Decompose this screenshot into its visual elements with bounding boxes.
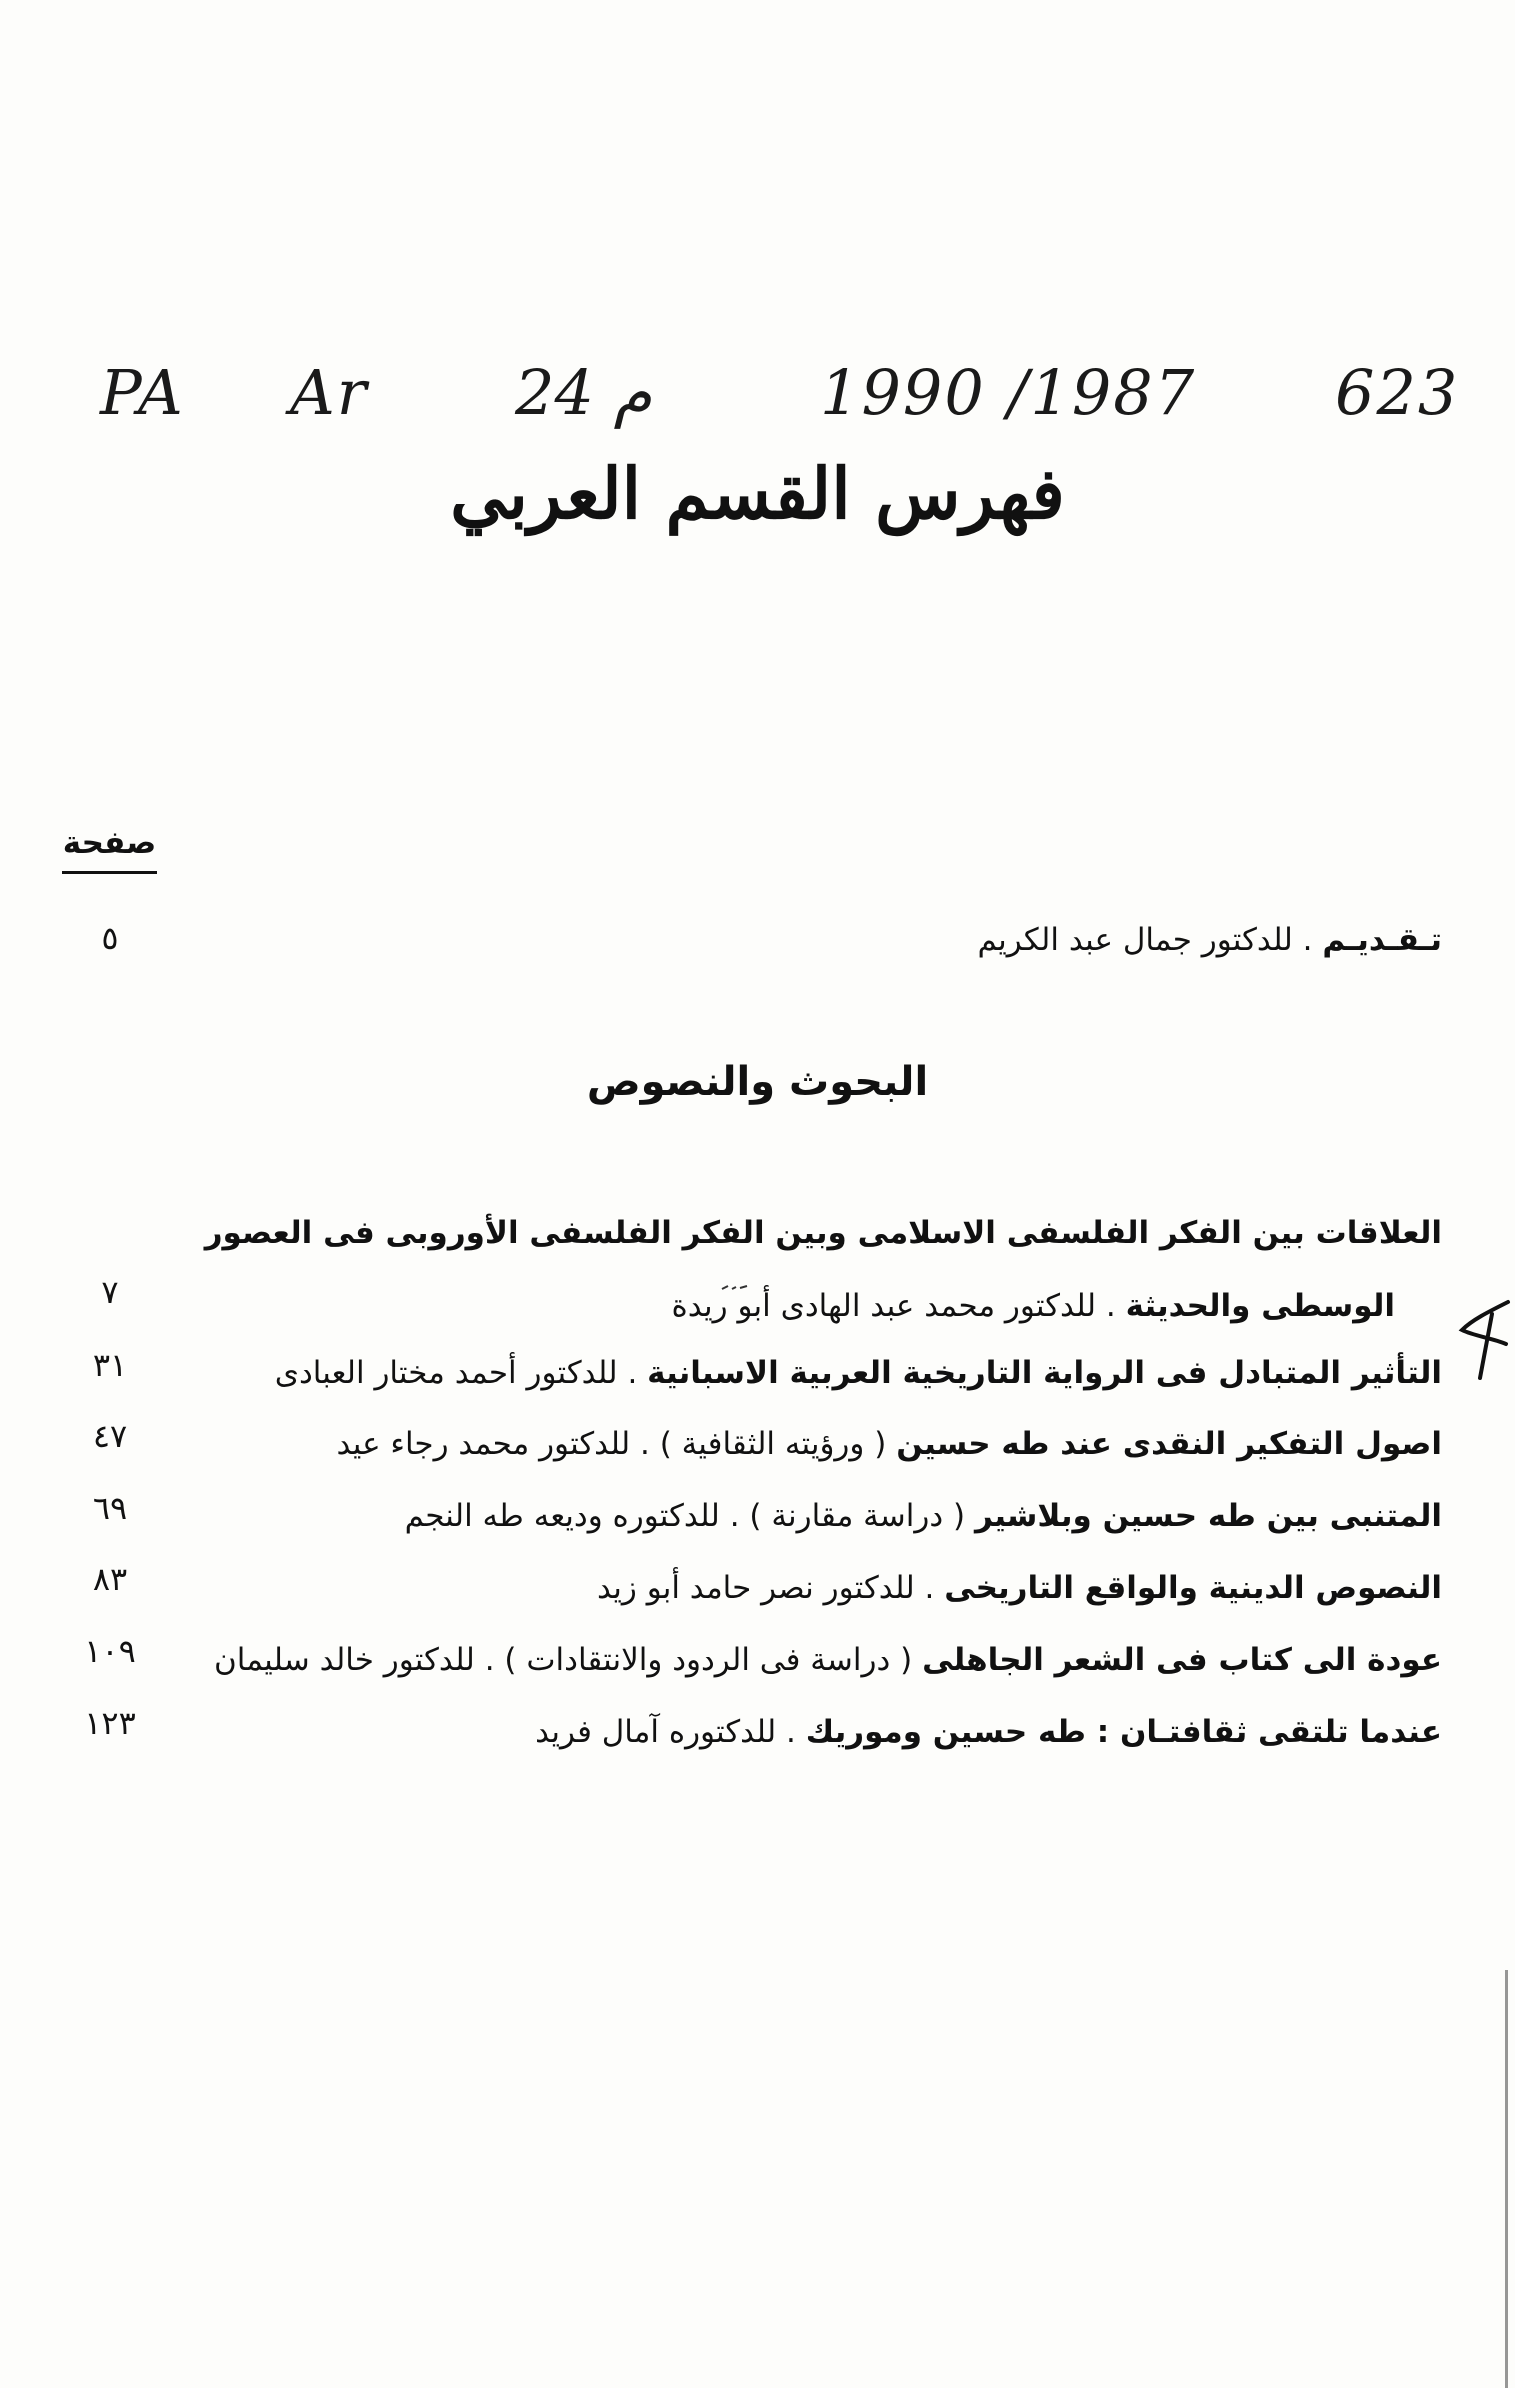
page-number: ٣١	[92, 1346, 128, 1384]
page-number: ٦٩	[92, 1489, 128, 1527]
section-heading: البحوث والنصوص	[586, 1059, 929, 1105]
toc-entry	[160, 1633, 1442, 1687]
toc-entry	[160, 1489, 1442, 1543]
handwritten-note-years: 1990 /1987	[820, 356, 1197, 429]
page-number: ٤٧	[92, 1417, 128, 1455]
entry-author: . للدكتور محمد عبد الهادى أبو ريدة	[671, 1288, 1116, 1324]
margin-mark-icon	[1458, 1290, 1513, 1390]
entry-author: . للدكتور جمال عبد الكريم	[977, 922, 1313, 958]
handwritten-note-number: 623	[1335, 356, 1460, 429]
toc-entry-preface	[160, 913, 1442, 967]
entry-author: . للدكتوره آمال فريد	[535, 1714, 796, 1750]
handwritten-note-ar: Ar	[290, 356, 369, 429]
entry-author: ( دراسة فى الردود والانتقادات ) . للدكتور خالد سليمان	[214, 1642, 913, 1678]
entry-title: الوسطى والحديثة	[1125, 1288, 1395, 1324]
toc-entry	[160, 1561, 1442, 1615]
page-title: فهرس القسم العربي	[450, 452, 1065, 535]
entry-title: المتنبى بين طه حسين وبلاشير	[974, 1498, 1442, 1534]
entry-author: ( ورؤيته الثقافية ) . للدكتور محمد رجاء عيد	[336, 1426, 887, 1462]
entry-title: تـقـديـم	[1322, 922, 1442, 958]
toc-entry-title-line	[160, 1206, 1442, 1260]
page-number: ٧	[101, 1273, 119, 1311]
handwritten-note-pa: PA	[100, 356, 185, 429]
handwritten-note-volume: 24 م	[515, 356, 652, 429]
entry-title: العلاقات بين الفكر الفلسفى الاسلامى وبين الفكر الفلسفى الأوروبى فى العصور	[204, 1215, 1442, 1251]
print-artifact-icon	[720, 1283, 750, 1293]
entry-title: النصوص الدينية والواقع التاريخى	[944, 1570, 1442, 1606]
page-number: ٥	[101, 919, 119, 957]
scan-edge-line	[1505, 1970, 1508, 2388]
entry-title: عندما تلتقى ثقافتـان : طه حسين وموريك	[805, 1714, 1442, 1750]
page-number: ٨٣	[92, 1560, 128, 1598]
toc-entry	[160, 1279, 1395, 1333]
page-column-header: صفحة	[62, 825, 157, 874]
entry-title: التأثير المتبادل فى الرواية التاريخية العربية الاسبانية	[647, 1355, 1442, 1391]
page-number: ١٢٣	[84, 1704, 136, 1742]
toc-entry	[160, 1346, 1442, 1400]
entry-title: اصول التفكير النقدى عند طه حسين	[896, 1426, 1442, 1462]
toc-entry	[160, 1417, 1442, 1471]
entry-author: ( دراسة مقارنة ) . للدكتوره وديعه طه النجم	[404, 1498, 966, 1534]
toc-entry	[160, 1705, 1442, 1759]
entry-author: . للدكتور نصر حامد أبو زيد	[596, 1570, 935, 1606]
entry-author: . للدكتور أحمد مختار العبادى	[274, 1355, 638, 1391]
page-number: ١٠٩	[84, 1632, 136, 1670]
entry-title: عودة الى كتاب فى الشعر الجاهلى	[922, 1642, 1442, 1678]
